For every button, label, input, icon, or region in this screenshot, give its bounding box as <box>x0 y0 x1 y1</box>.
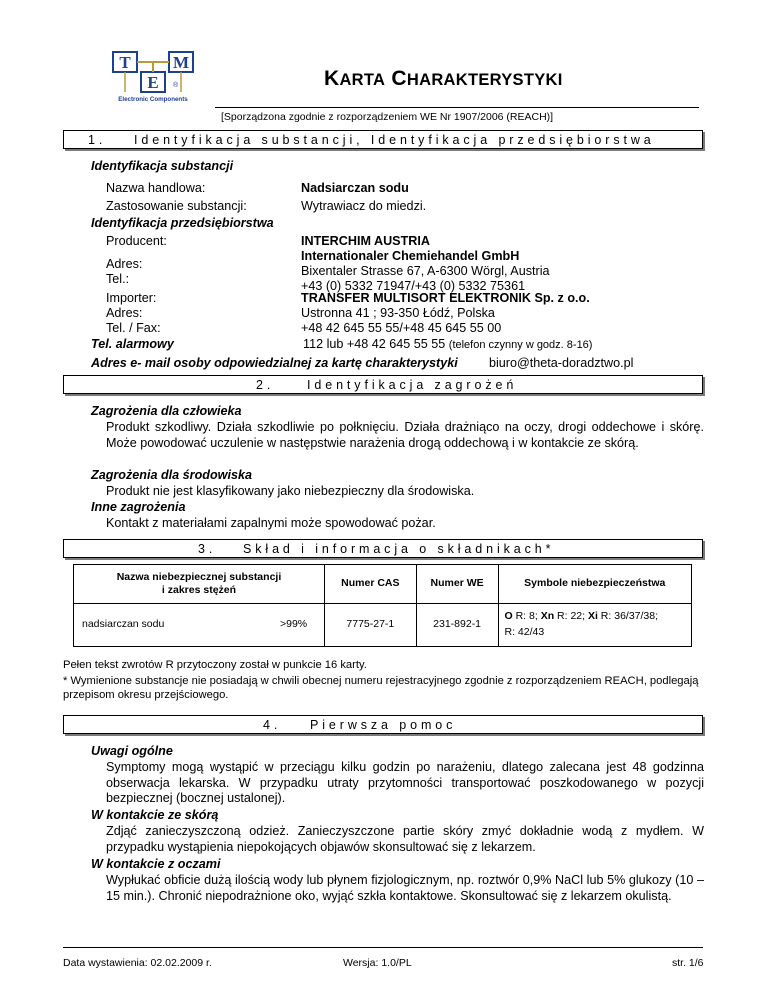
producer-label: Producent: <box>106 234 167 248</box>
table-header-cas: Numer CAS <box>324 565 416 604</box>
document-subtitle: [Sporządzona zgodnie z rozporządzeniem WE Nr 1907/2006 (REACH)] <box>221 111 554 123</box>
skin-contact-heading: W kontakcie ze skórą <box>91 808 219 822</box>
substance-use-label: Zastosowanie substancji: <box>106 199 247 213</box>
substance-concentration: >99% <box>280 618 308 630</box>
logo-letter-t: T <box>119 53 131 72</box>
importer-address: Ustronna 41 ; 93-350 Łódź, Polska <box>301 306 495 320</box>
substance-name: nadsiarczan sodu <box>82 618 165 631</box>
header-divider <box>215 107 699 108</box>
company-identification-heading: Identyfikacja przedsiębiorstwa <box>91 216 274 230</box>
general-notes-text: Symptomy mogą wystąpić w przeciągu kilku godzin po narażeniu, dlatego zalecana jest 48 godzinna obserwacja lekarska. W przypadku utraty przytomności transportować poszkodowanego w pozycji bezpiecznej (bocznej ustalonej). <box>106 760 704 806</box>
other-hazards-heading: Inne zagrożenia <box>91 500 186 514</box>
section-4-header <box>63 715 703 734</box>
section-2-header <box>63 375 703 394</box>
page-number: str. 1/6 <box>672 957 704 969</box>
section-3-title: Skład i informacja o składnikach* <box>243 542 555 556</box>
general-notes-heading: Uwagi ogólne <box>91 744 173 758</box>
table-header-symbols: Symbole niebezpieczeństwa <box>498 565 692 604</box>
tme-logo <box>109 50 198 104</box>
reach-note: * Wymienione substancje nie posiadają w chwili obecnej numeru rejestracyjnego zgodnie z rozporządzeniem REACH, podlegają przepisom okresu przejściowego. <box>63 675 699 701</box>
section-1-number: 1. <box>88 133 107 147</box>
r-phrases-note: Pełen tekst zwrotów R przytoczony został w punkcie 16 karty. <box>63 659 367 671</box>
environment-hazards-heading: Zagrożenia dla środowiska <box>91 468 252 482</box>
importer-telfax: +48 42 645 55 55/+48 45 645 55 00 <box>301 321 502 335</box>
importer-address-label: Adres: <box>106 306 143 320</box>
producer-address-label: Adres: <box>106 257 143 271</box>
producer-name-1: INTERCHIM AUSTRIA <box>301 234 430 248</box>
table-header-substance: Nazwa niebezpiecznej substancji i zakres stężeń <box>74 565 325 604</box>
skin-contact-text: Zdjąć zanieczyszczoną odzież. Zanieczyszczone partie skóry zmyć dokładnie wodą z mydłem. W przypadku wystąpienia niepokojących objawów skonsultować się z lekarzem. <box>106 824 704 854</box>
eye-contact-heading: W kontakcie z oczami <box>91 857 221 871</box>
producer-name-2: Internationaler Chemiehandel GmbH <box>301 249 520 263</box>
producer-address: Bixentaler Strasse 67, A-6300 Wörgl, Austria <box>301 264 550 278</box>
environment-hazards-text: Produkt nie jest klasyfikowany jako niebezpieczny dla środowiska. <box>106 484 475 498</box>
section-3-number: 3. <box>198 542 217 556</box>
substance-cell <box>74 604 325 647</box>
we-number: 231-892-1 <box>416 604 498 647</box>
producer-tel-label: Tel.: <box>106 272 130 286</box>
trade-name-value: Nadsiarczan sodu <box>301 181 409 195</box>
version: Wersja: 1.0/PL <box>343 957 412 969</box>
substance-use-value: Wytrawiacz do miedzi. <box>301 199 427 213</box>
table-row <box>74 604 692 647</box>
eye-contact-text: Wypłukać obficie dużą ilością wody lub płynem fizjologicznym, np. roztwór 0,9% NaCl lub 5% glukozy (10 – 15 min.). Chronić niepodrażnione oko, wyjąć szkła kontaktowe. Skonsultować się z lekarzem okulistą. <box>106 873 704 903</box>
alarm-phone-note: (telefon czynny w godz. 8-16) <box>448 339 593 351</box>
importer-name: TRANSFER MULTISORT ELEKTRONIK Sp. z o.o. <box>301 291 590 305</box>
logo-registered: ® <box>173 82 179 89</box>
logo-letter-e: E <box>147 73 159 92</box>
document-title: KARTA CHARAKTERYSTYKI <box>324 67 563 90</box>
human-hazards-heading: Zagrożenia dla człowieka <box>91 404 242 418</box>
other-hazards-text: Kontakt z materiałami zapalnymi może spowodować pożar. <box>106 516 436 530</box>
hazard-symbols: O R: 8; Xn R: 22; Xi R: 36/37/38; R: 42/43 <box>498 604 692 647</box>
section-2-number: 2. <box>256 378 275 392</box>
logo-letter-m: M <box>172 53 190 72</box>
issue-date: Data wystawienia: 02.02.2009 r. <box>63 957 212 969</box>
email-label: Adres e- mail osoby odpowiedzialnej za kartę charakterystyki <box>91 356 458 370</box>
substance-identification-heading: Identyfikacja substancji <box>91 159 234 173</box>
section-2-title: Identyfikacja zagrożeń <box>307 378 518 392</box>
logo-caption: Electronic Components <box>118 96 188 103</box>
section-1-header <box>63 130 703 149</box>
section-3-header <box>63 539 703 558</box>
section-4-title: Pierwsza pomoc <box>310 718 457 732</box>
alarm-phone-label: Tel. alarmowy <box>91 337 174 351</box>
table-header-we: Numer WE <box>416 565 498 604</box>
trade-name-label: Nazwa handlowa: <box>106 181 206 195</box>
section-1-title: Identyfikacja substancji, Identyfikacja przedsiębiorstwa <box>134 133 655 147</box>
section-4-number: 4. <box>263 718 282 732</box>
alarm-phone-value: 112 lub +48 42 645 55 55 (telefon czynny w godz. 8-16) <box>303 337 593 351</box>
importer-label: Importer: <box>106 291 157 305</box>
producer-tel: +43 (0) 5332 71947/+43 (0) 5332 75361 <box>301 279 526 293</box>
composition-table <box>73 564 692 647</box>
email-value: biuro@theta-doradztwo.pl <box>489 356 634 370</box>
table-header-row <box>74 565 692 604</box>
human-hazards-text: Produkt szkodliwy. Działa szkodliwie po połknięciu. Działa drażniąco na oczy, drogi oddechowe i skórę. Może powodować uczulenie w następstwie narażenia drogą oddechową i w kontakcie ze skórą. <box>106 420 704 450</box>
importer-telfax-label: Tel. / Fax: <box>106 321 161 335</box>
cas-number: 7775-27-1 <box>324 604 416 647</box>
footer-divider <box>63 947 703 948</box>
